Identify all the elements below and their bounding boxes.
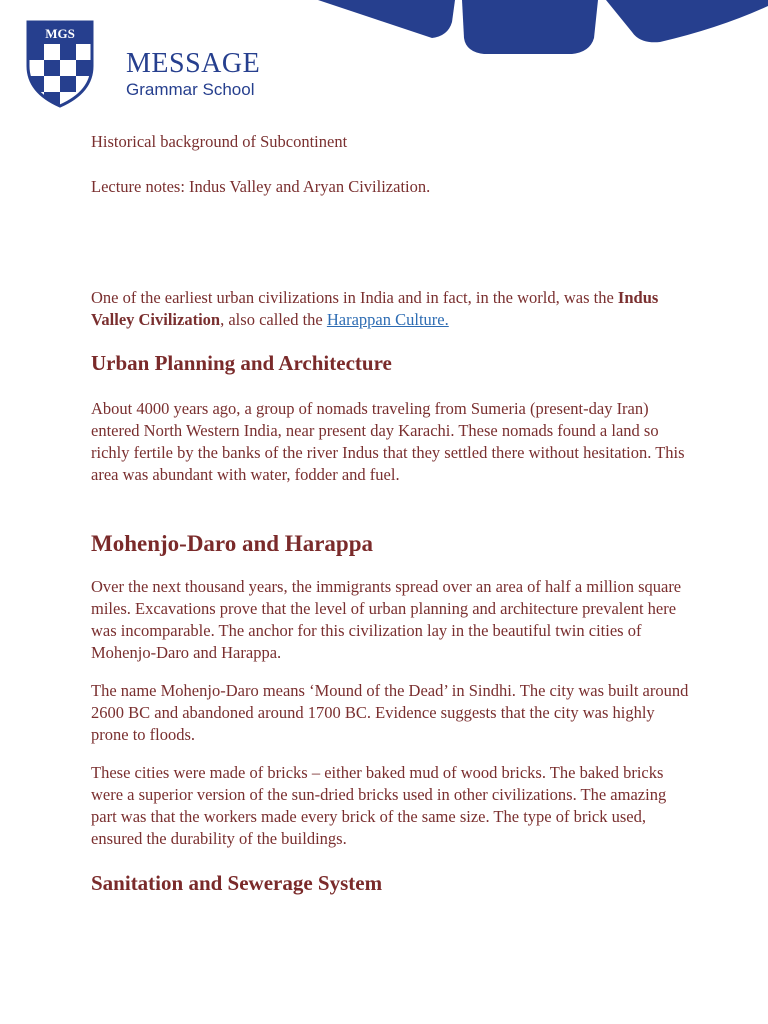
banner-shape-right [606, 0, 768, 42]
doc-subject-line: Historical background of Subcontinent [91, 132, 348, 151]
logo-word-message: MESSAGE [126, 48, 261, 79]
paragraph-mohenjo-2: The name Mohenjo-Daro means ‘Mound of the Dead’ in Sindhi. The city was built around 2600 BC and abandoned around 1700 BC. Evidence suggests that the city was highly prone to floods. [91, 681, 689, 744]
banner-shape-center [462, 0, 598, 54]
heading-mohenjo-daro: Mohenjo-Daro and Harappa [91, 531, 373, 556]
logo-word-grammar-school: Grammar School [126, 80, 255, 99]
paragraph-urban-planning: About 4000 years ago, a group of nomads traveling from Sumeria (present-day Iran) entered North Western India, near present day Karachi. These nomads found a land so richly fertile by the banks of the river Indus that they settled there without hesitation. This area was abundant with water, fodder and fuel. [91, 399, 685, 484]
logo-badge-text: MGS [45, 26, 75, 41]
doc-lecture-line: Lecture notes: Indus Valley and Aryan Civilization. [91, 177, 431, 196]
school-logo [26, 20, 261, 110]
paragraph-mohenjo-1: Over the next thousand years, the immigrants spread over an area of half a million square miles. Excavations prove that the level of urban planning and architecture prevalent here was incomparable. The anchor for this civilization lay in the beautiful twin cities of Mohenjo-Daro and Harappa. [91, 577, 682, 662]
shield-crest-icon [26, 20, 96, 108]
banner-shape-left [318, 0, 455, 38]
paragraph-mohenjo-3: These cities were made of bricks – either baked mud of wood bricks. The baked bricks were a superior version of the sun-dried bricks used in other civilizations. The amazing part was that the workers made every brick of the same size. The type of brick used, ensured the durability of the buildings. [91, 763, 667, 848]
intro-text-2: , also called the [220, 310, 327, 329]
heading-sanitation: Sanitation and Sewerage System [91, 871, 383, 895]
heading-urban-planning: Urban Planning and Architecture [91, 351, 392, 375]
harappan-culture-link[interactable]: Harappan Culture. [326, 310, 449, 329]
intro-bold-term: Indus Valley Civilization [91, 288, 659, 329]
intro-paragraph [91, 287, 691, 331]
intro-text-1: One of the earliest urban civilizations in India and in fact, in the world, was the [91, 288, 618, 307]
